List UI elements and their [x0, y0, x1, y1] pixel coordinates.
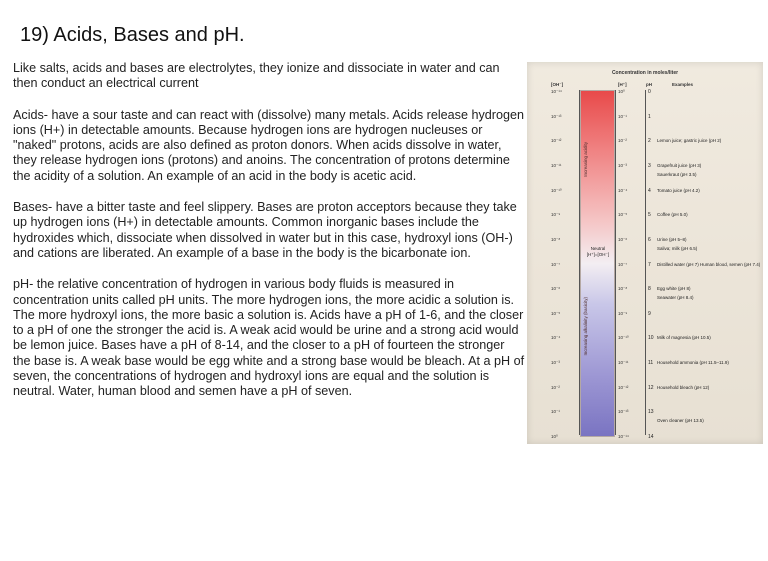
oh-value: 10⁻⁷ [551, 261, 561, 267]
oh-value: 10⁻⁵ [551, 310, 561, 316]
ph-row [527, 262, 763, 272]
neutral-title: Neutral [590, 246, 606, 251]
ph-example: Distilled water (pH 7) Human blood, semen (pH 7.4) [657, 261, 761, 267]
ph-row [527, 212, 763, 222]
ph-value: 11 [648, 360, 654, 367]
ph-example: Saliva; milk (pH 6.5) [657, 245, 698, 251]
oh-value: 10⁰ [551, 434, 558, 439]
h-value: 10⁻⁷ [618, 261, 628, 267]
ph-row [527, 418, 763, 428]
ph-row [527, 89, 763, 99]
ph-example: Tomato juice (pH 4.2) [657, 187, 700, 193]
paragraph-bases: Bases- have a bitter taste and feel slippery. Bases are proton acceptors because they take up hydrogen ions (H+) in detectable amounts. Common inorganic bases include the hydroxides which, dissociate when dissolved in water but in this case, hydroxyl ions (OH-) and cations are liberated. An example of a base in the body is the bicarbonate ion. [13, 200, 517, 260]
col-header-oh: [OH⁻] [551, 82, 564, 87]
oh-value: 10⁻⁸ [551, 236, 561, 242]
col-header-examples: Examples [672, 82, 694, 87]
oh-value: 10⁻³ [551, 360, 560, 366]
ph-value: 7 [648, 261, 651, 268]
ph-row [527, 385, 763, 395]
ph-example: Coffee (pH 5.0) [657, 212, 688, 218]
ph-value: 5 [648, 212, 651, 219]
acidity-arrow-label: Increasing acidity [583, 142, 588, 177]
ph-value: 2 [648, 138, 651, 145]
oh-value: 10⁻⁴ [551, 335, 561, 341]
ph-example: Milk of magnesia (pH 10.5) [657, 335, 711, 341]
ph-example: Lemon juice; gastric juice (pH 2) [657, 138, 722, 144]
ph-row [527, 360, 763, 370]
h-value: 10⁻¹ [618, 113, 627, 119]
oh-value: 10⁻¹ [551, 409, 560, 415]
ph-row [527, 246, 763, 256]
ph-row [527, 172, 763, 182]
h-value: 10⁻¹⁰ [618, 335, 629, 341]
h-value: 10⁻¹³ [618, 409, 629, 415]
body-text [13, 61, 525, 416]
ph-value: 6 [648, 236, 651, 243]
h-value: 10⁻³ [618, 162, 627, 168]
ph-value: 12 [648, 384, 654, 391]
ph-value: 9 [648, 310, 651, 317]
oh-value: 10⁻⁶ [551, 286, 561, 292]
ph-row [527, 295, 763, 305]
ph-row [527, 114, 763, 124]
ph-value: 3 [648, 162, 651, 169]
ph-example: Egg white (pH 8) [657, 286, 691, 292]
ph-value: 0 [648, 89, 651, 95]
ph-example: Grapefruit juice (pH 3) [657, 162, 702, 168]
oh-value: 10⁻¹⁴ [551, 89, 562, 94]
paragraph-electrolytes: Like salts, acids and bases are electrolytes, they ionize and dissociate in water and can then conduct an electrical current [13, 61, 500, 91]
ph-row [527, 311, 763, 321]
oh-value: 10⁻² [551, 384, 560, 390]
ph-value: 8 [648, 286, 651, 293]
ph-value: 10 [648, 335, 654, 342]
oh-value: 10⁻¹⁰ [551, 187, 562, 193]
h-value: 10⁻¹¹ [618, 360, 629, 366]
ph-example: Oven cleaner (pH 13.5) [657, 418, 704, 424]
alkalinity-arrow-label: Increasing alkalinity (basicity) [583, 297, 588, 356]
chart-header: Concentration in moles/liter [611, 70, 679, 76]
ph-row [527, 434, 763, 444]
ph-row [527, 138, 763, 148]
ph-value: 4 [648, 187, 651, 194]
ph-scale-photo [527, 62, 763, 444]
h-value: 10⁻⁶ [618, 236, 628, 242]
ph-value: 14 [648, 434, 654, 440]
h-value: 10⁻⁵ [618, 212, 628, 218]
ph-value: 1 [648, 113, 651, 120]
ph-row [527, 188, 763, 198]
h-value: 10⁻¹² [618, 384, 629, 390]
h-value: 10⁻¹⁴ [618, 434, 629, 439]
h-value: 10⁻² [618, 138, 627, 144]
col-header-ph: pH [646, 82, 652, 87]
oh-value: 10⁻⁹ [551, 212, 561, 218]
paragraph-ph: pH- the relative concentration of hydrogen in various body fluids is measured in concentration units called pH units. The more hydrogen ions, the more acidic a solution is. The more hydroxyl ions, the more basic a solution is. Acids have a pH of 1-6, and the closer to a pH of one the stronger the acid is. A weak acid would be urine and a strong acid would be lemon juice. Bases have a pH of 8-14, and the closer to a pH of fourteen the stronger the base is. A weak base would be egg white and a strong base would be bleach. At a pH of seven, the concentrations of hydrogen and hydroxyl ions are equal and the solution is neutral. Water, human blood and semen have a pH of seven. [13, 277, 525, 399]
ph-value: 13 [648, 409, 654, 416]
ph-row [527, 335, 763, 345]
oh-value: 10⁻¹¹ [551, 162, 562, 168]
h-value: 10⁻⁸ [618, 286, 628, 292]
ph-example: Household bleach (pH 12) [657, 384, 710, 390]
paragraph-acids: Acids- have a sour taste and can react with (dissolve) many metals. Acids release hydrogen ions (H+) in detectable amounts. Because hydrogen ions are hydrogen nucleuses or "naked" protons, acids are also defined as proton donors. When acids dissolve in water, they release hydrogen ions (protons) and anoins. The concentration of protons determine the acidity of a solution. An example of an acid in the body is acetic acid. [13, 107, 524, 183]
col-header-h: [H⁺] [618, 82, 627, 87]
h-value: 10⁻⁴ [618, 187, 628, 193]
ph-example: Sauerkraut (pH 3.5) [657, 171, 697, 177]
oh-value: 10⁻¹³ [551, 113, 562, 119]
ph-example: Urine (pH 5–8) [657, 236, 687, 242]
ph-example: Household ammonia (pH 11.5–11.9) [657, 360, 729, 366]
h-value: 10⁰ [618, 89, 625, 94]
slide-title: 19) Acids, Bases and pH. [20, 24, 245, 46]
ph-example: Seawater (pH 8.4) [657, 295, 694, 301]
h-value: 10⁻⁹ [618, 310, 628, 316]
neutral-equation: [H⁺]=[OH⁻] [586, 252, 610, 257]
oh-value: 10⁻¹² [551, 138, 562, 144]
